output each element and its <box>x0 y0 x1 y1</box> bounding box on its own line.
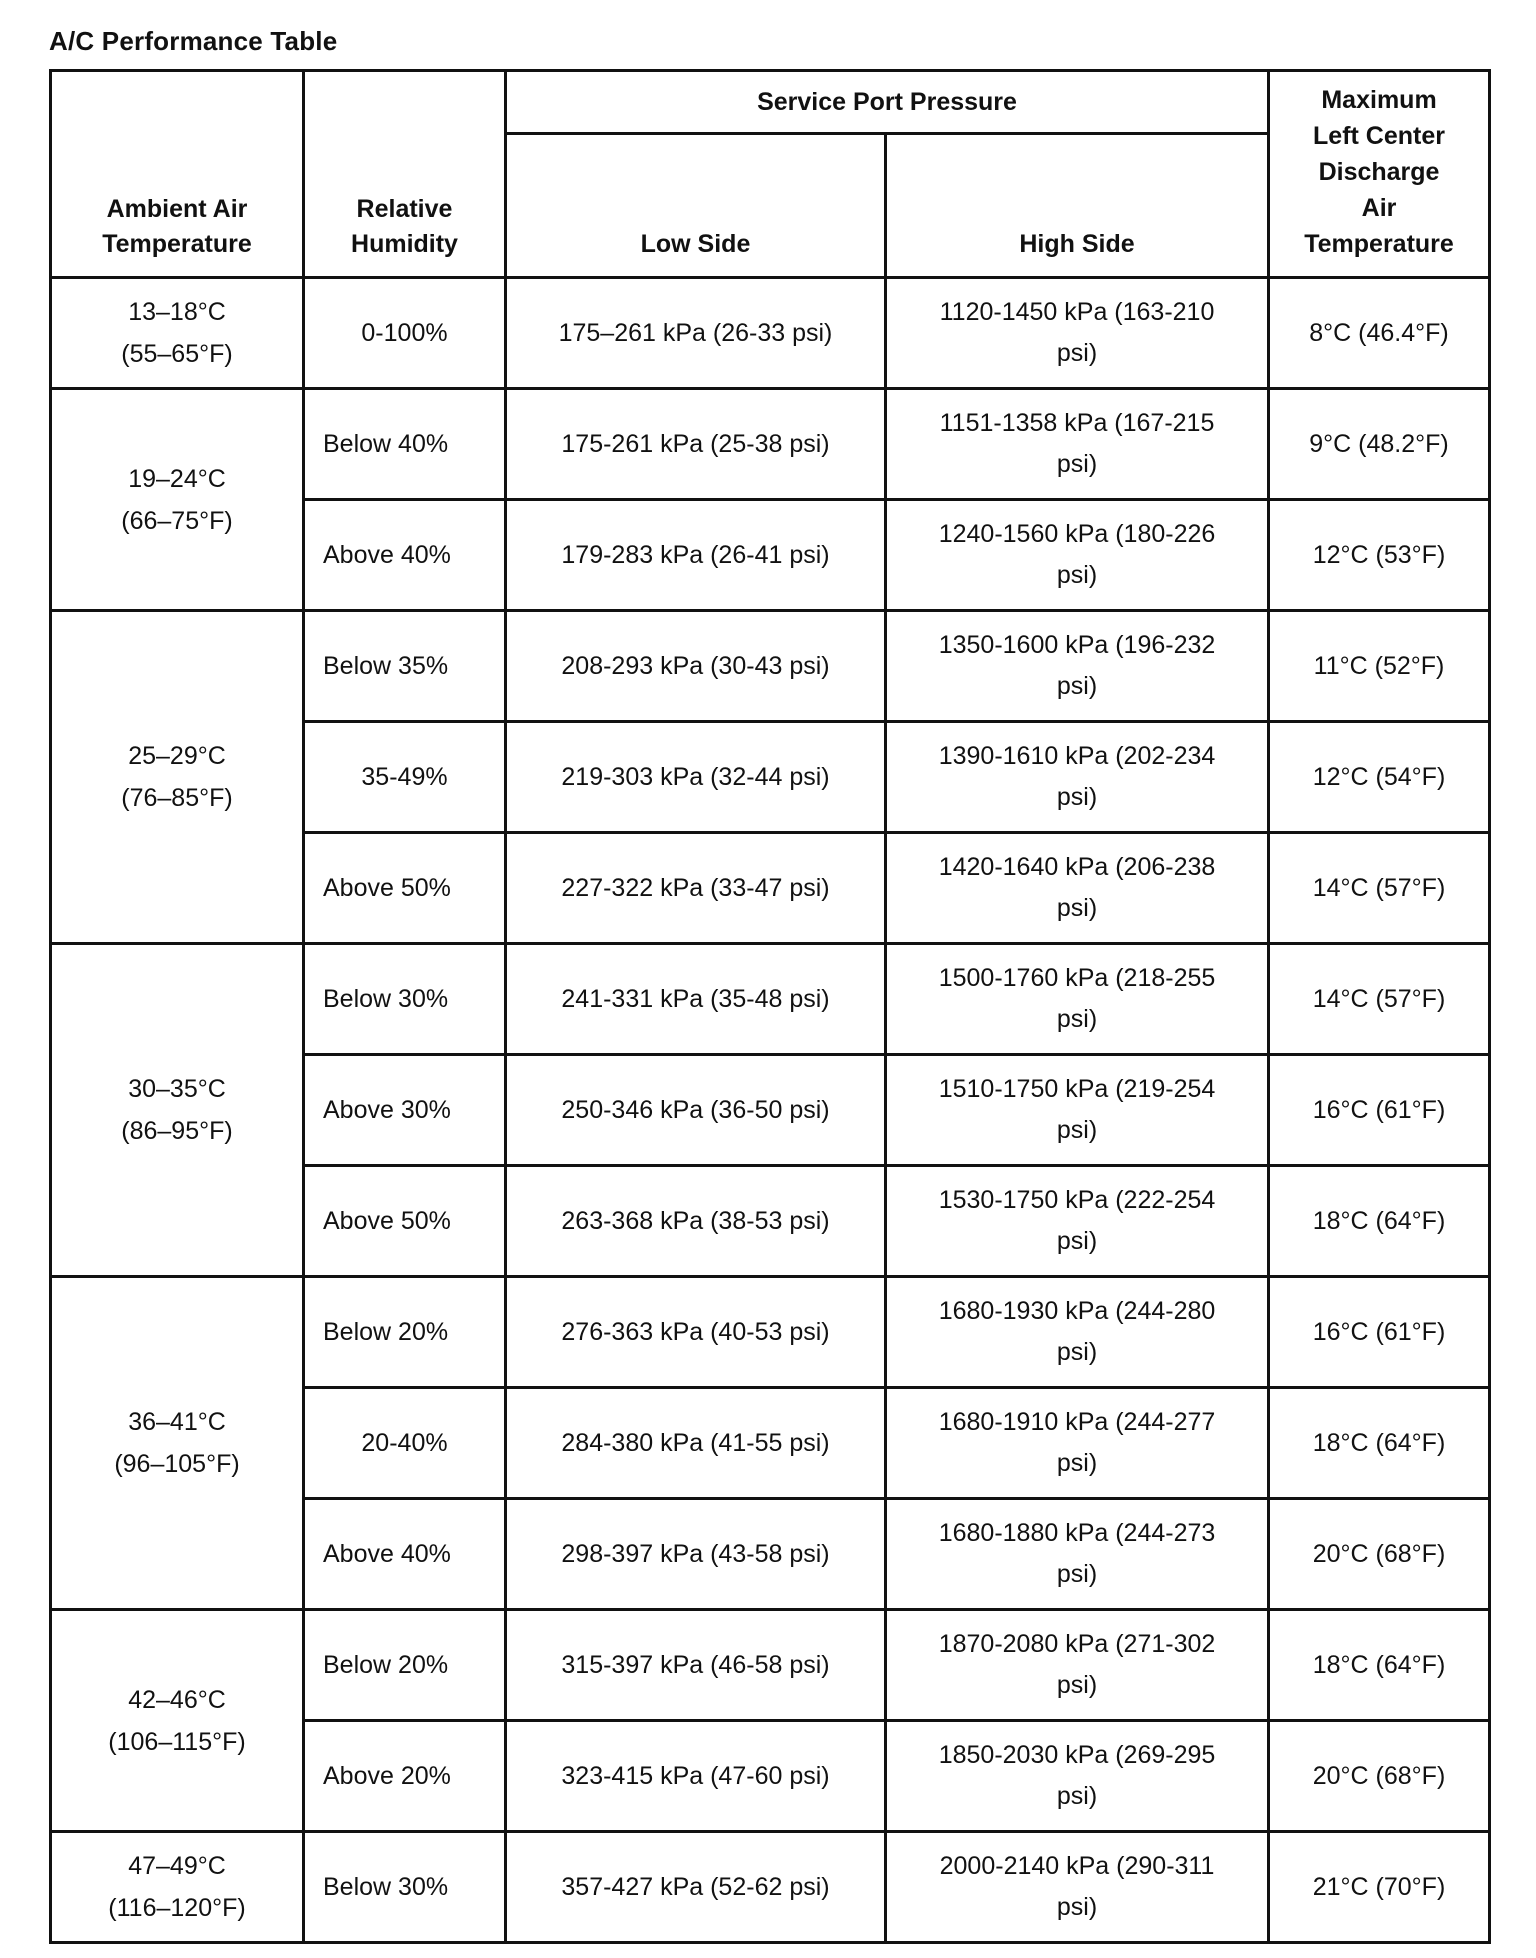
ambient-temperature-cell: 30–35°C (86–95°F) <box>51 944 304 1277</box>
low-side-pressure-cell: 175–261 kPa (26-33 psi) <box>506 278 886 389</box>
high-side-pressure-cell: 1870-2080 kPa (271-302 psi) <box>886 1610 1269 1721</box>
low-side-pressure-cell: 250-346 kPa (36-50 psi) <box>506 1055 886 1166</box>
low-side-pressure-cell: 357-427 kPa (52-62 psi) <box>506 1832 886 1943</box>
relative-humidity-cell: Below 30% <box>304 1832 506 1943</box>
low-side-header: Low Side <box>506 134 886 278</box>
low-side-pressure-cell: 298-397 kPa (43-58 psi) <box>506 1499 886 1610</box>
relative-humidity-header: Relative Humidity <box>304 71 506 278</box>
table-row <box>51 944 1490 1055</box>
relative-humidity-cell: Below 40% <box>304 389 506 500</box>
low-side-pressure-cell: 263-368 kPa (38-53 psi) <box>506 1166 886 1277</box>
max-discharge-temperature-cell: 20°C (68°F) <box>1269 1721 1490 1832</box>
high-side-pressure-cell: 1390-1610 kPa (202-234 psi) <box>886 722 1269 833</box>
ambient-temperature-cell: 13–18°C (55–65°F) <box>51 278 304 389</box>
low-side-pressure-cell: 241-331 kPa (35-48 psi) <box>506 944 886 1055</box>
high-side-pressure-cell: 1240-1560 kPa (180-226 psi) <box>886 500 1269 611</box>
relative-humidity-cell: Above 50% <box>304 1166 506 1277</box>
relative-humidity-cell: Below 30% <box>304 944 506 1055</box>
relative-humidity-cell: Above 50% <box>304 833 506 944</box>
table-row <box>51 611 1490 722</box>
high-side-pressure-cell: 1120-1450 kPa (163-210 psi) <box>886 278 1269 389</box>
low-side-pressure-cell: 315-397 kPa (46-58 psi) <box>506 1610 886 1721</box>
low-side-pressure-cell: 219-303 kPa (32-44 psi) <box>506 722 886 833</box>
max-discharge-temperature-cell: 9°C (48.2°F) <box>1269 389 1490 500</box>
high-side-pressure-cell: 1420-1640 kPa (206-238 psi) <box>886 833 1269 944</box>
low-side-pressure-cell: 227-322 kPa (33-47 psi) <box>506 833 886 944</box>
max-discharge-temperature-cell: 16°C (61°F) <box>1269 1055 1490 1166</box>
ambient-temperature-cell: 19–24°C (66–75°F) <box>51 389 304 611</box>
relative-humidity-cell: 0-100% <box>304 278 506 389</box>
table-row <box>51 278 1490 389</box>
low-side-pressure-cell: 179-283 kPa (26-41 psi) <box>506 500 886 611</box>
max-discharge-temperature-cell: 11°C (52°F) <box>1269 611 1490 722</box>
page-title: A/C Performance Table <box>49 26 338 56</box>
max-discharge-temperature-cell: 18°C (64°F) <box>1269 1166 1490 1277</box>
high-side-pressure-cell: 1680-1880 kPa (244-273 psi) <box>886 1499 1269 1610</box>
high-side-pressure-cell: 1850-2030 kPa (269-295 psi) <box>886 1721 1269 1832</box>
relative-humidity-cell: Above 20% <box>304 1721 506 1832</box>
high-side-pressure-cell: 1151-1358 kPa (167-215 psi) <box>886 389 1269 500</box>
relative-humidity-cell: Above 30% <box>304 1055 506 1166</box>
max-discharge-temperature-cell: 14°C (57°F) <box>1269 833 1490 944</box>
relative-humidity-cell: 35-49% <box>304 722 506 833</box>
service-port-pressure-header: Service Port Pressure <box>506 71 1269 134</box>
max-discharge-temperature-cell: 14°C (57°F) <box>1269 944 1490 1055</box>
max-discharge-temperature-cell: 12°C (54°F) <box>1269 722 1490 833</box>
relative-humidity-cell: Below 35% <box>304 611 506 722</box>
max-discharge-temperature-cell: 18°C (64°F) <box>1269 1388 1490 1499</box>
table-body <box>51 278 1490 1943</box>
high-side-pressure-cell: 1680-1910 kPa (244-277 psi) <box>886 1388 1269 1499</box>
low-side-pressure-cell: 175-261 kPa (25-38 psi) <box>506 389 886 500</box>
max-discharge-temperature-header: Maximum Left Center Discharge Air Temperature <box>1269 71 1490 278</box>
high-side-pressure-cell: 1500-1760 kPa (218-255 psi) <box>886 944 1269 1055</box>
max-discharge-temperature-cell: 18°C (64°F) <box>1269 1610 1490 1721</box>
ambient-temperature-cell: 47–49°C (116–120°F) <box>51 1832 304 1943</box>
high-side-pressure-cell: 1510-1750 kPa (219-254 psi) <box>886 1055 1269 1166</box>
high-side-pressure-cell: 1350-1600 kPa (196-232 psi) <box>886 611 1269 722</box>
relative-humidity-cell: Above 40% <box>304 500 506 611</box>
high-side-pressure-cell: 2000-2140 kPa (290-311 psi) <box>886 1832 1269 1943</box>
table-row <box>51 389 1490 500</box>
relative-humidity-cell: Above 40% <box>304 1499 506 1610</box>
relative-humidity-cell: Below 20% <box>304 1610 506 1721</box>
ambient-air-temperature-header: Ambient Air Temperature <box>51 71 304 278</box>
table-header <box>51 71 1490 278</box>
header-row-1 <box>51 71 1490 134</box>
low-side-pressure-cell: 284-380 kPa (41-55 psi) <box>506 1388 886 1499</box>
ambient-temperature-cell: 25–29°C (76–85°F) <box>51 611 304 944</box>
low-side-pressure-cell: 208-293 kPa (30-43 psi) <box>506 611 886 722</box>
ambient-temperature-cell: 42–46°C (106–115°F) <box>51 1610 304 1832</box>
relative-humidity-cell: Below 20% <box>304 1277 506 1388</box>
max-discharge-temperature-cell: 12°C (53°F) <box>1269 500 1490 611</box>
max-discharge-temperature-cell: 21°C (70°F) <box>1269 1832 1490 1943</box>
high-side-header: High Side <box>886 134 1269 278</box>
low-side-pressure-cell: 276-363 kPa (40-53 psi) <box>506 1277 886 1388</box>
high-side-pressure-cell: 1680-1930 kPa (244-280 psi) <box>886 1277 1269 1388</box>
table-row <box>51 1277 1490 1388</box>
low-side-pressure-cell: 323-415 kPa (47-60 psi) <box>506 1721 886 1832</box>
max-discharge-temperature-cell: 16°C (61°F) <box>1269 1277 1490 1388</box>
max-discharge-temperature-cell: 8°C (46.4°F) <box>1269 278 1490 389</box>
table-row <box>51 1832 1490 1943</box>
ac-performance-table <box>49 69 1491 1944</box>
relative-humidity-cell: 20-40% <box>304 1388 506 1499</box>
ambient-temperature-cell: 36–41°C (96–105°F) <box>51 1277 304 1610</box>
table-row <box>51 1610 1490 1721</box>
max-discharge-temperature-cell: 20°C (68°F) <box>1269 1499 1490 1610</box>
high-side-pressure-cell: 1530-1750 kPa (222-254 psi) <box>886 1166 1269 1277</box>
